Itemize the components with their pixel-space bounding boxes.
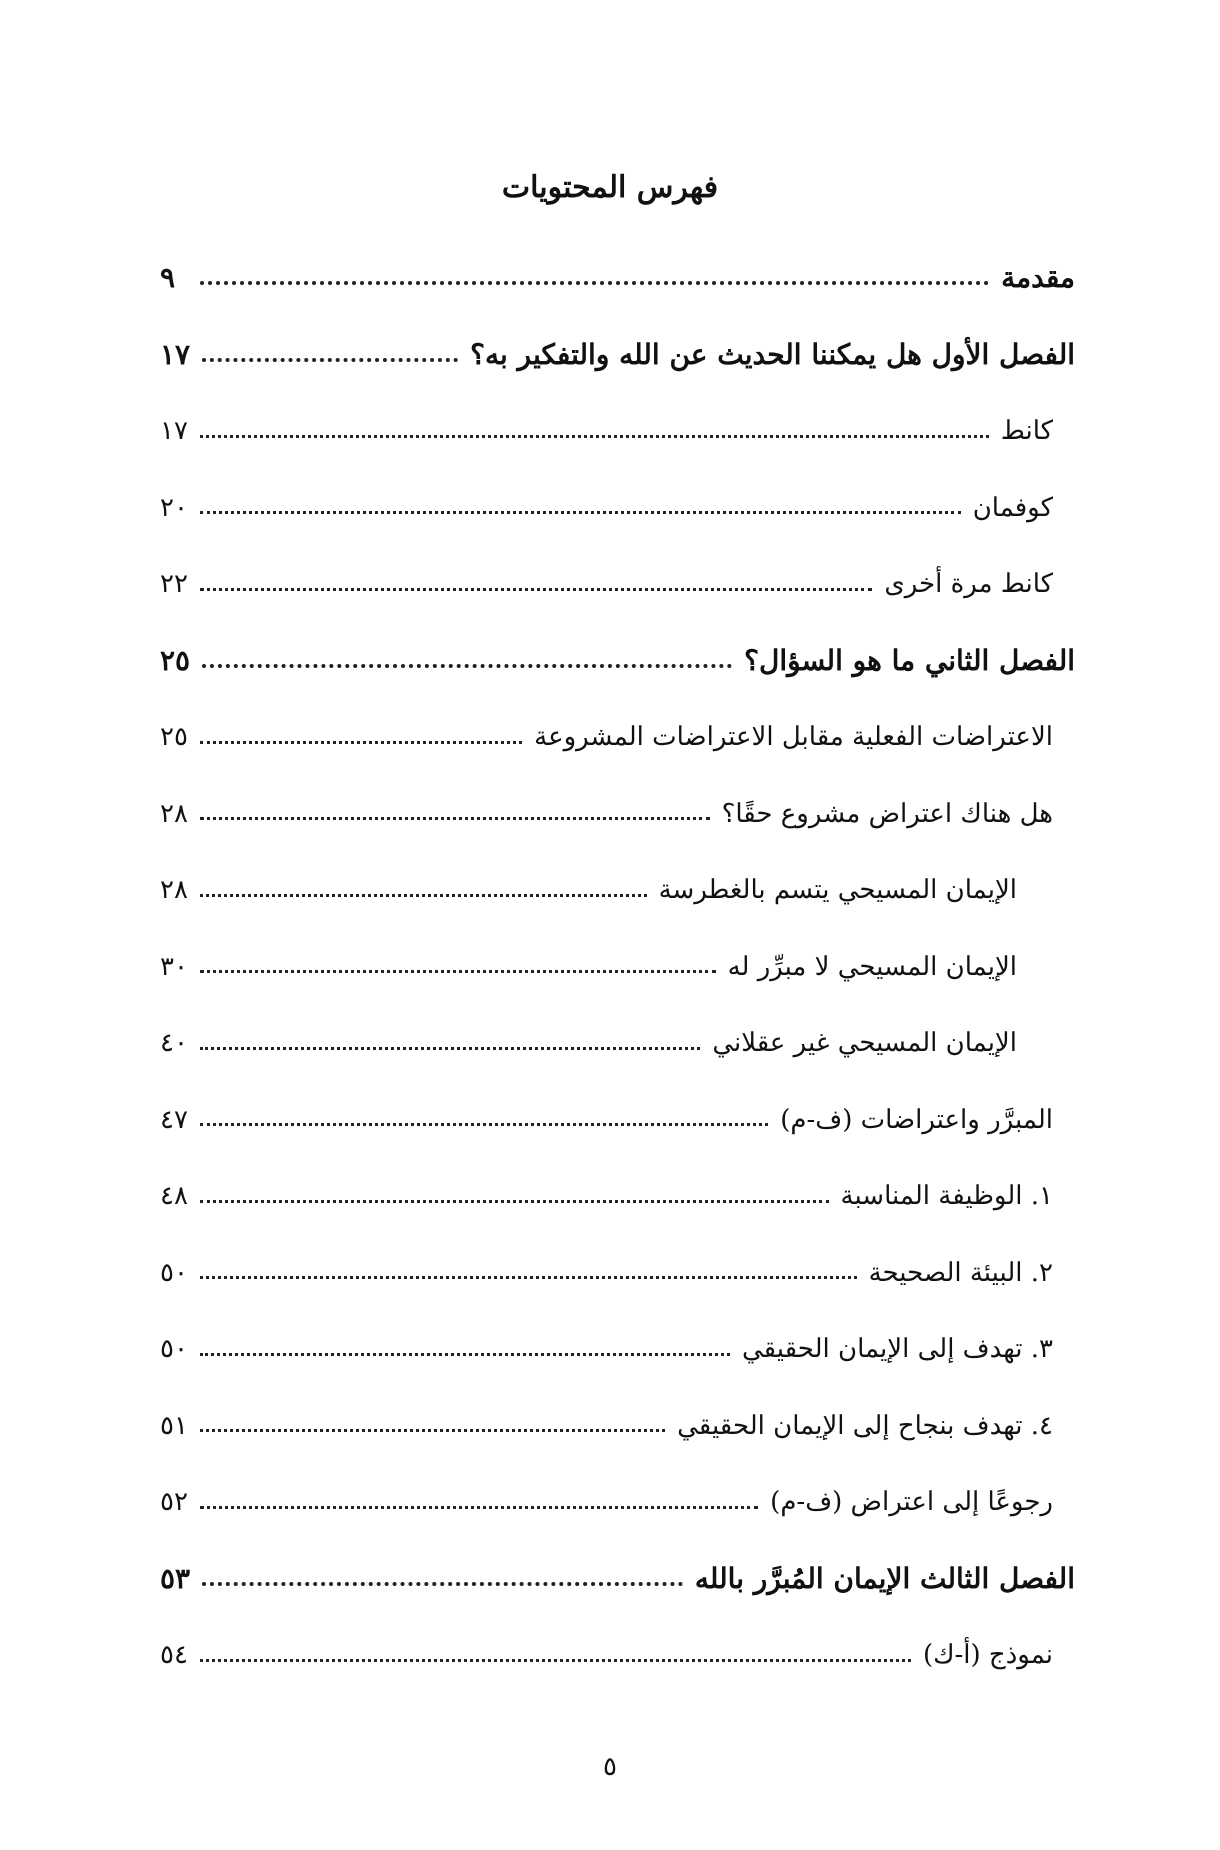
dot-leader — [200, 1506, 758, 1509]
toc-entry-page: ٢٨ — [160, 798, 188, 829]
toc-entry — [160, 699, 1075, 776]
dot-leader — [200, 588, 872, 591]
dot-leader — [200, 894, 647, 897]
toc-entry-page: ٤٠ — [160, 1028, 188, 1059]
toc-entry-page: ٥١ — [160, 1410, 188, 1441]
toc-entry — [160, 852, 1075, 929]
toc-entry — [160, 240, 1075, 317]
toc-entry-page: ١٧ — [160, 416, 188, 447]
dot-leader — [200, 281, 989, 285]
toc-entry-page: ٢٥ — [160, 643, 191, 677]
toc-entry-page: ١٧ — [160, 337, 191, 371]
dot-leader — [200, 970, 716, 973]
toc-entry-page: ٢٨ — [160, 875, 188, 906]
toc-entry-page: ٢٢ — [160, 569, 188, 600]
toc-entry — [160, 1005, 1075, 1082]
toc-entry — [160, 1082, 1075, 1159]
dot-leader — [202, 1582, 683, 1586]
toc-entry — [160, 929, 1075, 1006]
dot-leader — [200, 435, 989, 438]
toc-entry-title: الفصل الثاني ما هو السؤال؟ — [744, 643, 1075, 677]
toc-entry — [160, 1311, 1075, 1388]
toc-entry-title: الإيمان المسيحي غير عقلاني — [712, 1028, 1017, 1059]
toc-entry-title: الإيمان المسيحي لا مبرِّر له — [727, 951, 1017, 982]
toc-entry-title: ٤. تهدف بنجاح إلى الإيمان الحقيقي — [677, 1410, 1053, 1441]
toc-entry-page: ٥٠ — [160, 1257, 188, 1288]
toc-entry-title: كانط مرة أخرى — [884, 569, 1053, 600]
dot-leader — [200, 1200, 829, 1203]
toc-entry-title: مقدمة — [1001, 261, 1075, 295]
toc-entry-title: ٢. البيئة الصحيحة — [868, 1257, 1053, 1288]
toc-entry — [160, 1464, 1075, 1541]
dot-leader — [200, 1276, 857, 1279]
table-of-contents — [160, 240, 1075, 1694]
toc-entry-page: ٢٥ — [160, 722, 188, 753]
toc-entry — [160, 317, 1075, 394]
toc-entry-page: ٥٣ — [160, 1561, 191, 1595]
toc-entry-title: ٣. تهدف إلى الإيمان الحقيقي — [741, 1334, 1053, 1365]
toc-entry-title: رجوعًا إلى اعتراض (ف-م) — [770, 1487, 1053, 1518]
toc-entry-title: الاعتراضات الفعلية مقابل الاعتراضات المشروعة — [534, 722, 1053, 753]
toc-entry-page: ٢٠ — [160, 492, 188, 523]
toc-entry-title: كوفمان — [972, 492, 1053, 523]
toc-entry — [160, 1388, 1075, 1465]
toc-entry — [160, 470, 1075, 547]
toc-entry-page: ٩ — [160, 261, 176, 295]
toc-entry — [160, 393, 1075, 470]
dot-leader — [202, 358, 458, 362]
toc-entry-title: المبرَّر واعتراضات (ف-م) — [780, 1104, 1053, 1135]
toc-entry-title: ١. الوظيفة المناسبة — [840, 1181, 1053, 1212]
dot-leader — [200, 741, 522, 744]
dot-leader — [200, 817, 710, 820]
toc-entry — [160, 546, 1075, 623]
toc-entry — [160, 1617, 1075, 1694]
dot-leader — [200, 1429, 665, 1432]
toc-entry-page: ٥٢ — [160, 1487, 188, 1518]
toc-entry-title: كانط — [1000, 416, 1053, 447]
page-number: ٥ — [603, 1752, 617, 1782]
dot-leader — [200, 1659, 911, 1662]
toc-entry-title: هل هناك اعتراض مشروع حقًا؟ — [721, 798, 1053, 829]
toc-entry-title: الإيمان المسيحي يتسم بالغطرسة — [658, 875, 1017, 906]
toc-entry — [160, 1158, 1075, 1235]
toc-entry-page: ٣٠ — [160, 951, 188, 982]
dot-leader — [200, 1353, 730, 1356]
toc-entry — [160, 1235, 1075, 1312]
dot-leader — [200, 511, 961, 514]
dot-leader — [200, 1123, 768, 1126]
toc-entry-title: الفصل الثالث الإيمان المُبرَّر بالله — [694, 1561, 1075, 1595]
toc-entry-page: ٥٠ — [160, 1334, 188, 1365]
toc-entry-page: ٤٨ — [160, 1181, 188, 1212]
dot-leader — [200, 1047, 700, 1050]
dot-leader — [202, 664, 732, 668]
toc-entry — [160, 776, 1075, 853]
page-title: فهرس المحتويات — [501, 170, 719, 205]
toc-entry-page: ٥٤ — [160, 1640, 188, 1671]
toc-entry — [160, 1541, 1075, 1618]
toc-entry — [160, 623, 1075, 700]
toc-entry-title: نموذج (أ-ك) — [922, 1640, 1053, 1671]
toc-entry-page: ٤٧ — [160, 1104, 188, 1135]
toc-entry-title: الفصل الأول هل يمكننا الحديث عن الله والتفكير به؟ — [470, 337, 1075, 371]
